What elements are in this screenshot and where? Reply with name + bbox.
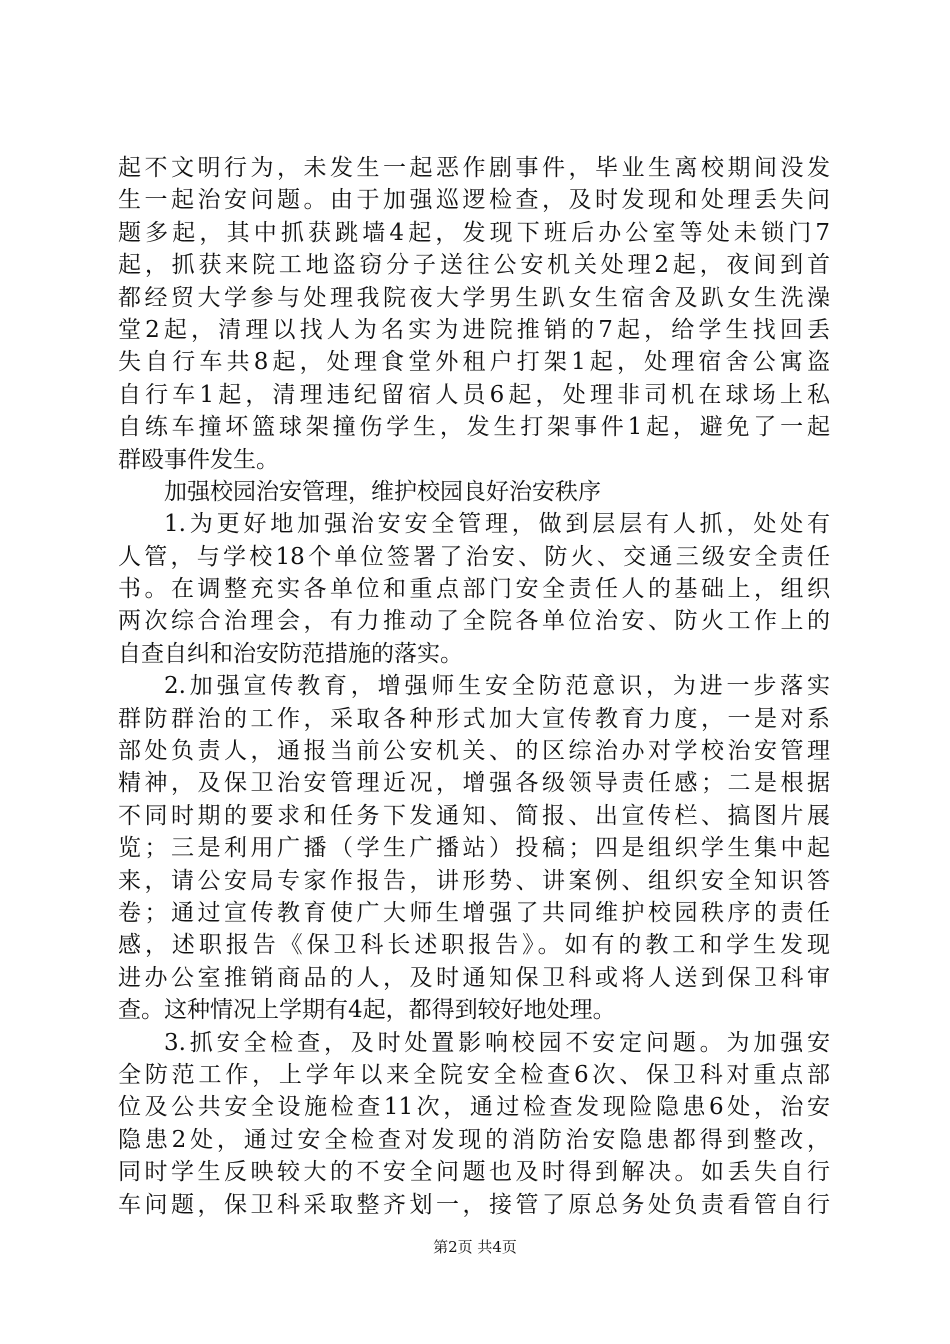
page-footer: 第2页 共4页: [433, 1238, 517, 1256]
text-line: 感，述职报告《保卫科长述职报告》。如有的教工和学生发现: [118, 932, 830, 959]
text-line: 起不文明行为，未发生一起恶作剧事件，毕业生离校期间没发: [118, 155, 830, 181]
text-line: 部处负责人，通报当前公安机关、的区综治办对学校治安管理: [118, 738, 830, 765]
text-line: 书。在调整充实各单位和重点部门安全责任人的基础上，组织: [118, 576, 830, 603]
text-line: 隐患2处，通过安全检查对发现的消防治安隐患都得到整改，: [118, 1126, 830, 1153]
text-line: 两次综合治理会，有力推动了全院各单位治安、防火工作上的: [118, 608, 830, 635]
text-line: 堂2起，清理以找人为名实为进院推销的7起，给学生找回丢: [118, 316, 830, 343]
text-line: 题多起，其中抓获跳墙4起，发现下班后办公室等处未锁门7: [118, 219, 830, 246]
text-line: 精神，及保卫治安管理近况，增强各级领导责任感；二是根据: [118, 770, 830, 797]
text-line: 不同时期的要求和任务下发通知、简报、出宣传栏、搞图片展: [118, 802, 830, 829]
text-line: 览；三是利用广播（学生广播站）投稿；四是组织学生集中起: [118, 835, 830, 862]
text-line: 自练车撞坏篮球架撞伤学生，发生打架事件1起，避免了一起: [118, 414, 830, 441]
text-line: 失自行车共8起，处理食堂外租户打架1起，处理宿舍公寓盗: [118, 349, 830, 376]
text-line: 来，请公安局专家作报告，讲形势、讲案例、组织安全知识答: [118, 867, 830, 894]
text-line: 群防群治的工作，采取各种形式加大宣传教育力度，一是对系: [118, 705, 830, 732]
text-line: 查。这种情况上学期有4起，都得到较好地处理。: [118, 997, 616, 1024]
text-line: 全防范工作，上学年以来全院安全检查6次、保卫科对重点部: [118, 1061, 830, 1088]
document-body: [118, 152, 830, 1221]
text-line: 起，抓获来院工地盗窃分子送往公安机关处理2起，夜间到首: [118, 252, 830, 279]
text-line: 进办公室推销商品的人，及时通知保卫科或将人送到保卫科审: [118, 964, 830, 991]
text-line: 2.加强宣传教育，增强师生安全防范意识，为进一步落实: [164, 673, 830, 700]
text-line: 都经贸大学参与处理我院夜大学男生趴女生宿舍及趴女生洗澡: [118, 284, 830, 311]
text-line: 自查自纠和治安防范措施的落实。: [118, 640, 463, 667]
text-line: 自行车1起，清理违纪留宿人员6起，处理非司机在球场上私: [118, 381, 830, 408]
text-line: 1.为更好地加强治安安全管理，做到层层有人抓，处处有: [164, 511, 830, 538]
text-line: 车问题，保卫科采取整齐划一，接管了原总务处负责看管自行: [118, 1191, 830, 1218]
text-line: 同时学生反映较大的不安全问题也及时得到解决。如丢失自行: [118, 1159, 830, 1186]
text-line: 3.抓安全检查，及时处置影响校园不安定问题。为加强安: [164, 1029, 830, 1056]
text-line: 加强校园治安管理，维护校园良好治安秩序: [164, 478, 601, 505]
text-line: 群殴事件发生。: [118, 446, 279, 473]
text-line: 生一起治安问题。由于加强巡逻检查，及时发现和处理丢失问: [118, 187, 830, 214]
text-line: 人管，与学校18个单位签署了治安、防火、交通三级安全责任: [118, 543, 830, 570]
text-line: 卷；通过宣传教育使广大师生增强了共同维护校园秩序的责任: [118, 899, 830, 926]
text-line: 位及公共安全设施检查11次，通过检查发现险隐患6处，治安: [118, 1094, 830, 1121]
